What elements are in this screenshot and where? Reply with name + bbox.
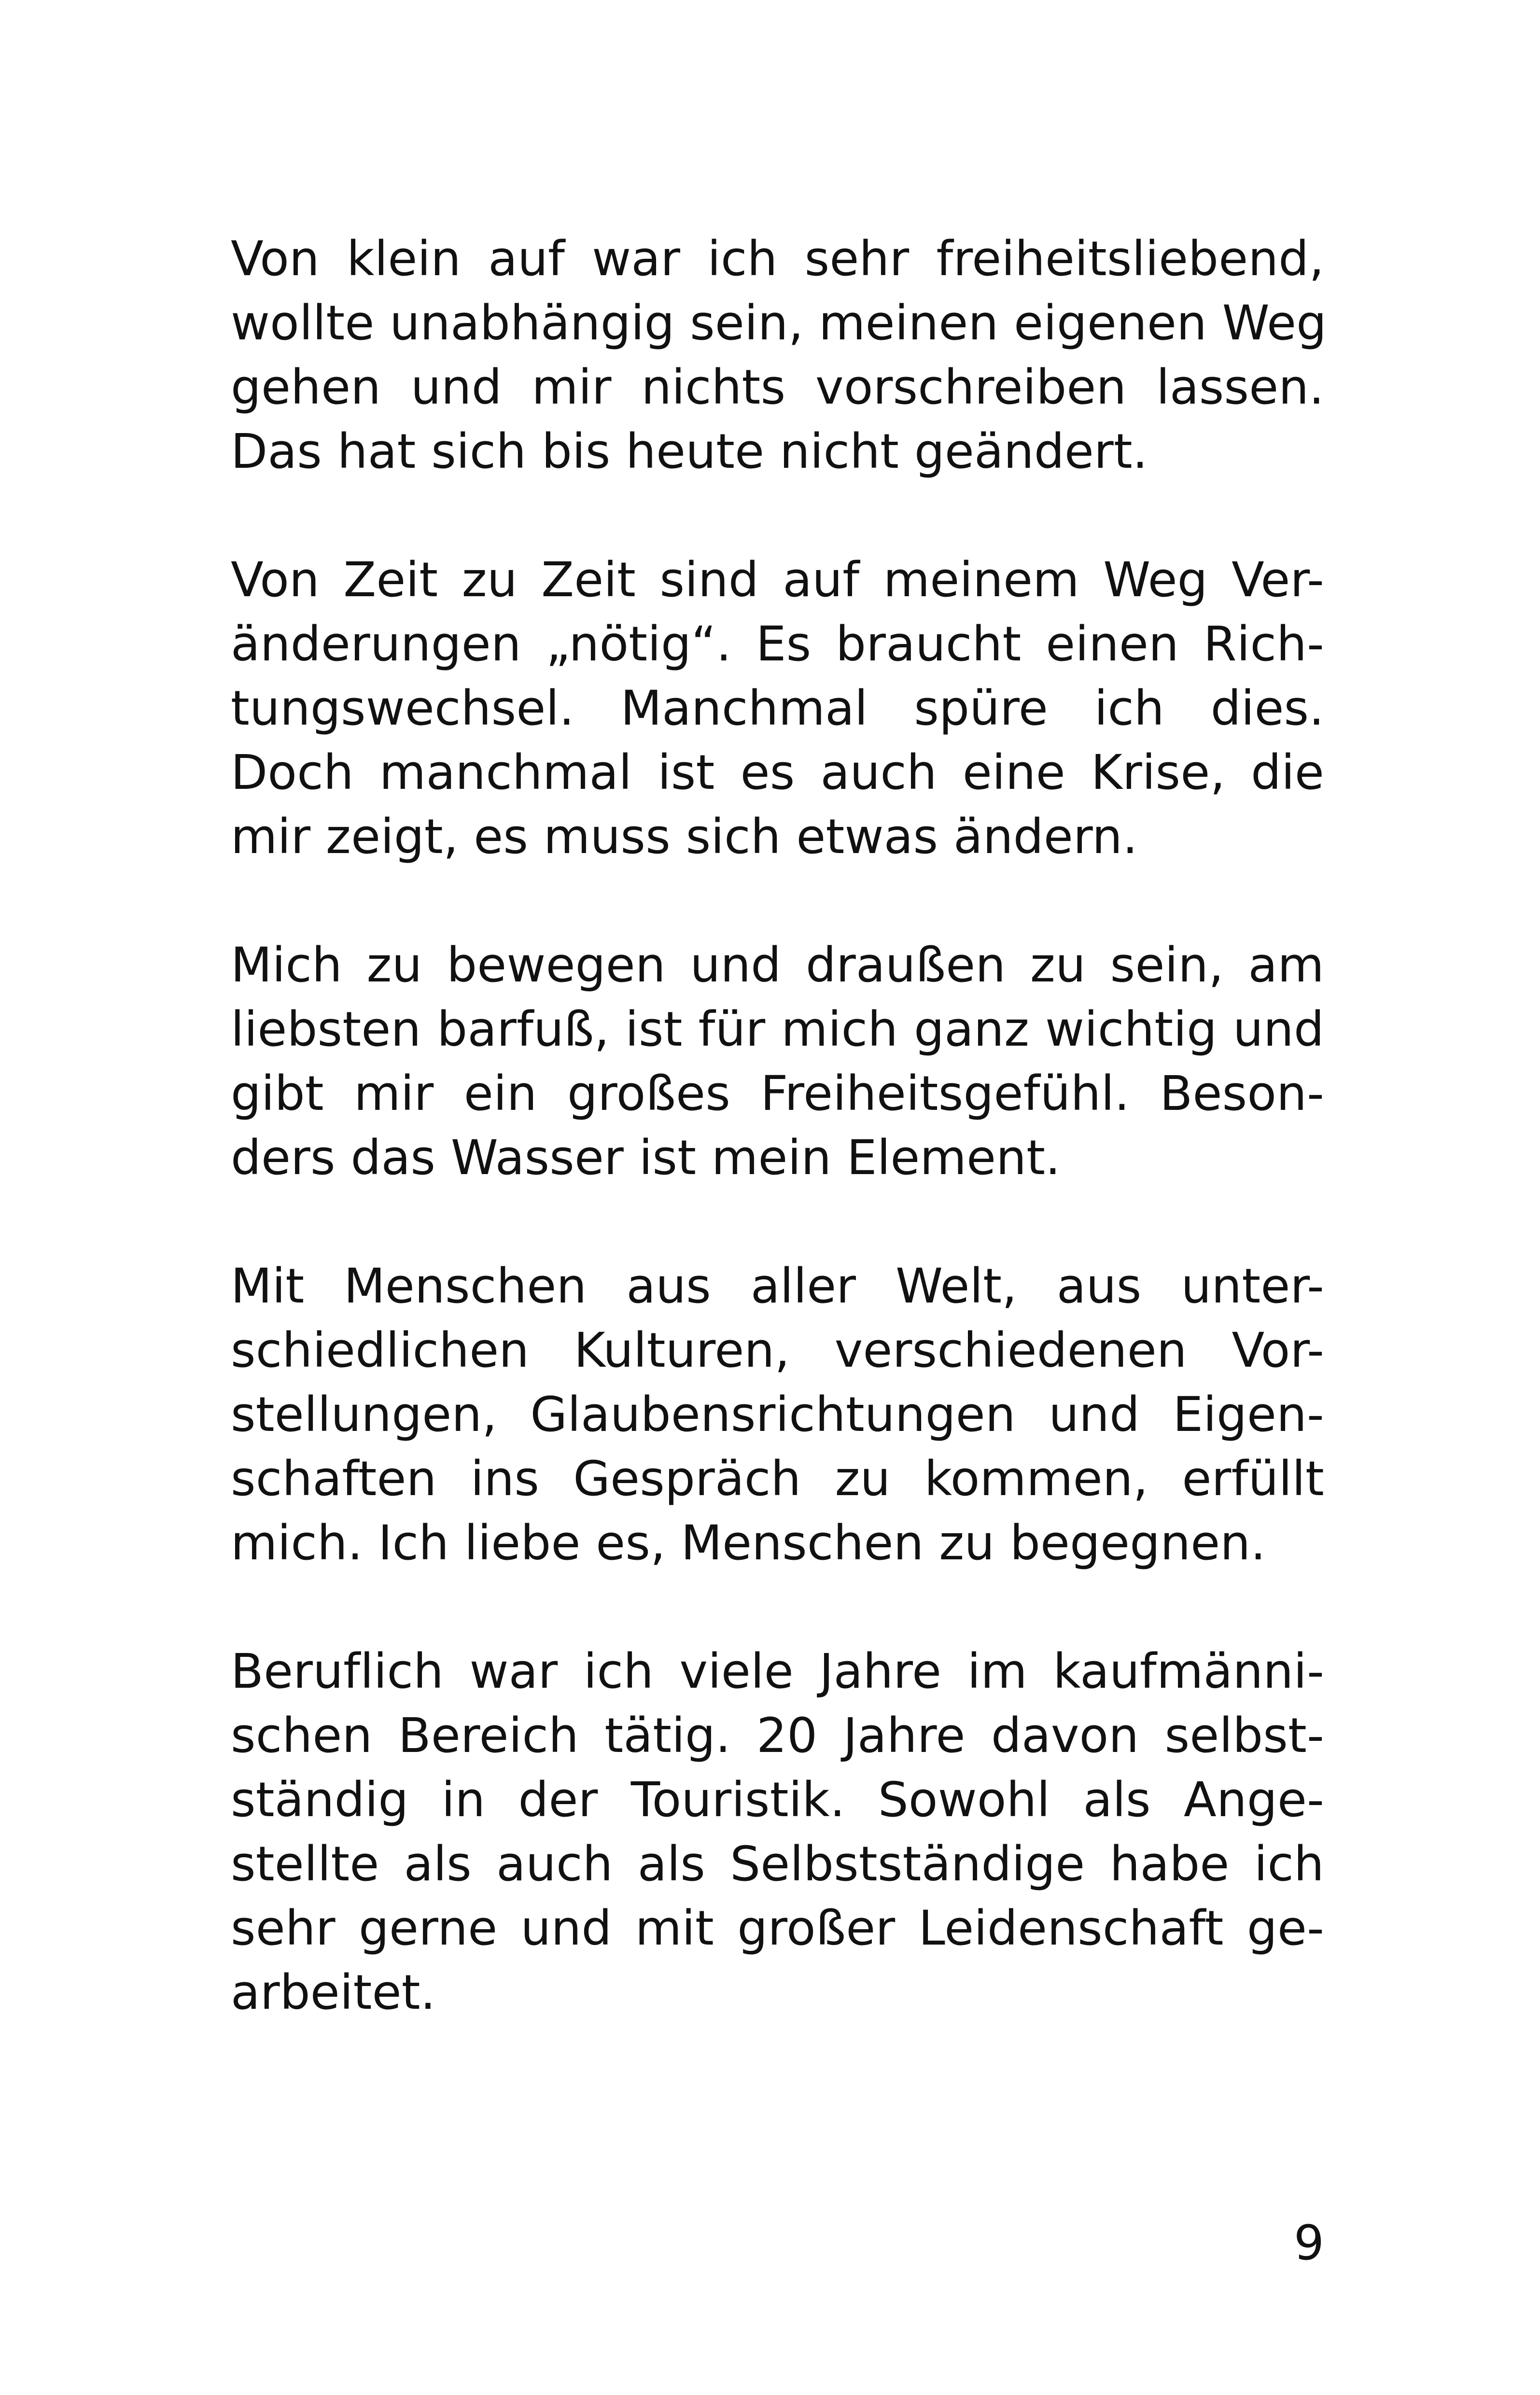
text-line: schiedlichen Kulturen, verschiedenen Vor- [231, 1323, 1324, 1378]
text-line: gehen und mir nichts vorschreiben lassen. [231, 360, 1324, 415]
text-line: Doch manchmal ist es auch eine Krise, die [231, 745, 1324, 800]
body-text [231, 227, 1327, 2089]
text-line: arbeitet. [231, 1965, 436, 2020]
paragraph-1 [231, 227, 1327, 484]
paragraph-5 [231, 1639, 1324, 2025]
text-line: ders das Wasser ist mein Element. [231, 1130, 1061, 1186]
text-line: schen Bereich tätig. 20 Jahre davon selbst- [231, 1708, 1324, 1764]
text-line: Von Zeit zu Zeit sind auf meinem Weg Ver- [231, 552, 1324, 608]
text-line: wollte unabhängig sein, meinen eigenen Weg [231, 295, 1327, 351]
text-line: gibt mir ein großes Freiheitsgefühl. Beson- [231, 1066, 1324, 1121]
page-number: 9 [1294, 2215, 1324, 2271]
text-line: stellte als auch als Selbstständige habe ich [231, 1836, 1324, 1892]
text-line: Von klein auf war ich sehr freiheitsliebend, [231, 231, 1324, 287]
text-line: änderungen „nötig“. Es braucht einen Rich- [231, 616, 1324, 672]
text-line: Mich zu bewegen und draußen zu sein, am [231, 938, 1324, 993]
text-line: mich. Ich liebe es, Menschen zu begegnen. [231, 1515, 1266, 1571]
text-line: schaften ins Gespräch zu kommen, erfüllt [231, 1451, 1324, 1507]
paragraph-3 [231, 933, 1324, 1190]
paragraph-2 [231, 548, 1324, 869]
text-line: Das hat sich bis heute nicht geändert. [231, 424, 1148, 479]
text-line: stellungen, Glaubensrichtungen und Eigen- [231, 1387, 1324, 1443]
text-line: tungswechsel. Manchmal spüre ich dies. [231, 681, 1324, 736]
text-line: liebsten barfuß, ist für mich ganz wichtig und [231, 1002, 1324, 1057]
text-line: mir zeigt, es muss sich etwas ändern. [231, 809, 1138, 865]
text-line: Mit Menschen aus aller Welt, aus unter- [231, 1259, 1324, 1314]
text-line: sehr gerne und mit großer Leidenschaft ge- [231, 1901, 1324, 1956]
paragraph-4 [231, 1254, 1324, 1575]
text-line: Beruflich war ich viele Jahre im kaufmänni- [231, 1644, 1324, 1699]
text-line: ständig in der Touristik. Sowohl als Ange- [231, 1772, 1324, 1828]
